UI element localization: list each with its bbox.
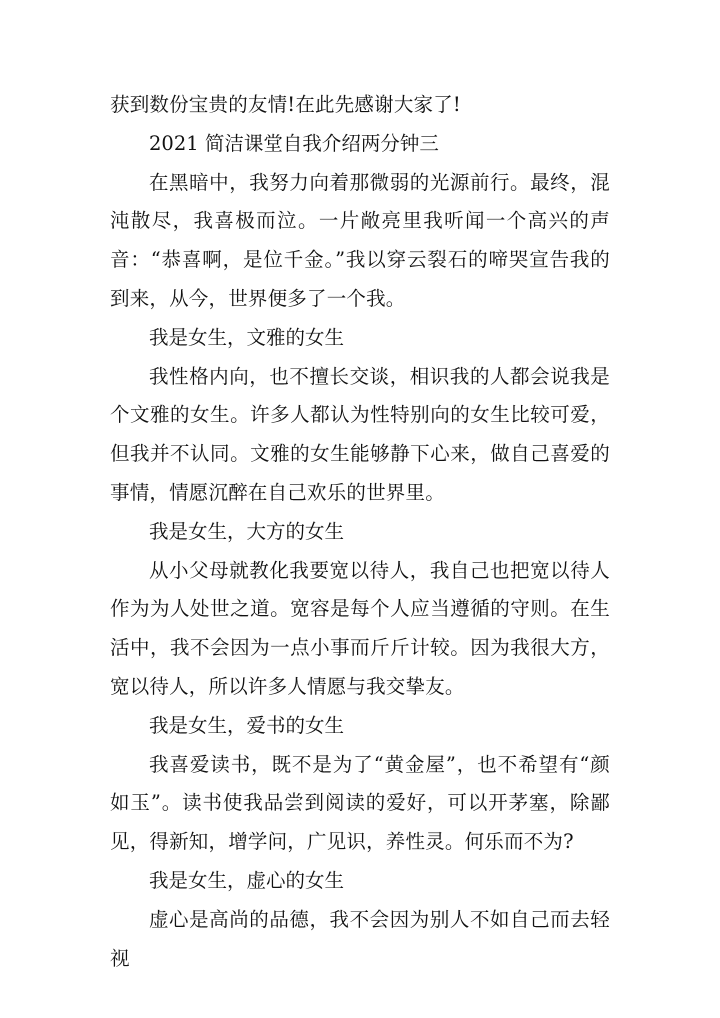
body-paragraph: 从小父母就教化我要宽以待人，我自己也把宽以待人作为为人处世之道。宽容是每个人应当遵循的守则。在生活中，我不会因为一点小事而斤斤计较。因为我很大方，宽以待人，所以许多人情愿与我交挚友。 [110,558,610,698]
section-title: 2021 简洁课堂自我介绍两分钟三 [149,131,439,155]
body-paragraph: 在黑暗中，我努力向着那微弱的光源前行。最终，混沌散尽，我喜极而泣。一片敞亮里我听闻一个高兴的声音：“恭喜啊，是位千金。”我以穿云裂石的啼哭宣告我的到来，从今，世界便多了一个我。 [110,170,610,310]
section-heading: 我是女生，大方的女生 [149,519,345,543]
body-paragraph: 虚心是高尚的品德，我不会因为别人不如自己而去轻视 [110,907,610,970]
section-heading: 我是女生，虚心的女生 [149,868,345,892]
document-body [110,86,610,978]
continued-paragraph: 获到数份宝贵的友情!在此先感谢大家了! [110,93,461,116]
section-heading: 我是女生，文雅的女生 [149,325,345,349]
body-paragraph: 我喜爱读书，既不是为了“黄金屋”，也不希望有“颜如玉”。读书使我品尝到阅读的爱好，可以开茅塞，除鄙见，得新知，增学问，广见识，养性灵。何乐而不为? [110,752,610,854]
body-paragraph: 我性格内向，也不擅长交谈，相识我的人都会说我是个文雅的女生。许多人都认为性特别向的女生比较可爱，但我并不认同。文雅的女生能够静下心来，做自己喜爱的事情，情愿沉醉在自己欢乐的世界里。 [110,364,610,504]
section-heading: 我是女生，爱书的女生 [149,713,345,737]
